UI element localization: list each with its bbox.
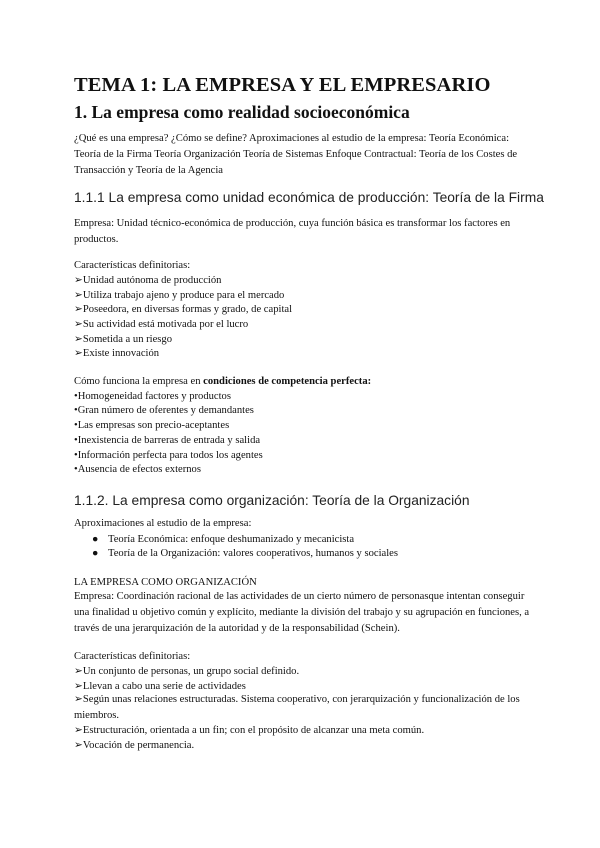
list-item: ➢Existe innovación [74,348,160,359]
list-item: ➢Utiliza trabajo ajeno y produce para el mercado [74,290,285,301]
competition-prefix: Cómo funciona la empresa en [74,376,204,387]
approaches-label: Aproximaciones al estudio de la empresa: [74,518,252,529]
competition-intro [74,375,371,390]
list-item: ➢Unidad autónoma de producción [74,275,222,286]
document-title: TEMA 1: LA EMPRESA Y EL EMPRESARIO [74,74,491,96]
section-heading-1-1-1: 1.1.1 La empresa como unidad económica de producción: Teoría de la Firma [74,190,544,205]
org-heading: LA EMPRESA COMO ORGANIZACIÓN [74,577,257,588]
list-item: ➢Vocación de permanencia. [74,740,195,751]
list-item: •Inexistencia de barreras de entrada y salida [74,435,261,446]
firm-definition: Empresa: Unidad técnico-económica de producción, cuya función básica es transformar los factores en productos. [74,218,511,245]
list-item: ➢Llevan a cabo una serie de actividades [74,681,246,692]
org-definition: Empresa: Coordinación racional de las actividades de un cierto número de personasque intentan conseguir una finalidad u objetivo común y explícito, mediante la división del trabajo y su agrupación en funciones, a través de una jerarquización de la autoridad y de la responsabilidad (Schein). [74,591,530,634]
section-heading-1: 1. La empresa como realidad socioeconómica [74,102,410,122]
bullet-icon: ● [92,548,99,559]
list-item: ➢Un conjunto de personas, un grupo social definido. [74,666,300,677]
list-item-text: Teoría de la Organización: valores cooperativos, humanos y sociales [108,548,398,559]
list-item-text: Teoría Económica: enfoque deshumanizado y mecanicista [108,534,355,545]
section-1-intro: ¿Qué es una empresa? ¿Cómo se define? Aproximaciones al estudio de la empresa: Teoría Económica: Teoría de la Firma Teoría Organización Teoría de Sistemas Enfoque Contractual: Teoría de los Costes de Transacción y Teoría de la Agencia [74,133,518,176]
list-item [74,533,354,548]
list-item: ➢Su actividad está motivada por el lucro [74,319,249,330]
list-item: •Ausencia de efectos externos [74,464,201,475]
list-item: ➢Estructuración, orientada a un fin; con el propósito de alcanzar una meta común. [74,725,425,736]
list-item: ➢Poseedora, en diversas formas y grado, de capital [74,304,293,315]
characteristics-label: Características definitorias: [74,651,191,662]
list-item: •Las empresas son precio-aceptantes [74,420,230,431]
list-item: •Gran número de oferentes y demandantes [74,405,254,416]
list-item: ➢Según unas relaciones estructuradas. Sistema cooperativo, con jerarquización y funcionalización de los miembros. [74,694,520,721]
competition-bold: condiciones de competencia perfecta: [203,376,372,387]
characteristics-label: Características definitorias: [74,260,191,271]
list-item: •Homogeneidad factores y productos [74,391,231,402]
section-heading-1-1-2: 1.1.2. La empresa como organización: Teoría de la Organización [74,493,470,508]
list-item: •Información perfecta para todos los agentes [74,450,263,461]
list-item: ➢Sometida a un riesgo [74,334,173,345]
list-item [74,547,398,562]
bullet-icon: ● [92,534,99,545]
